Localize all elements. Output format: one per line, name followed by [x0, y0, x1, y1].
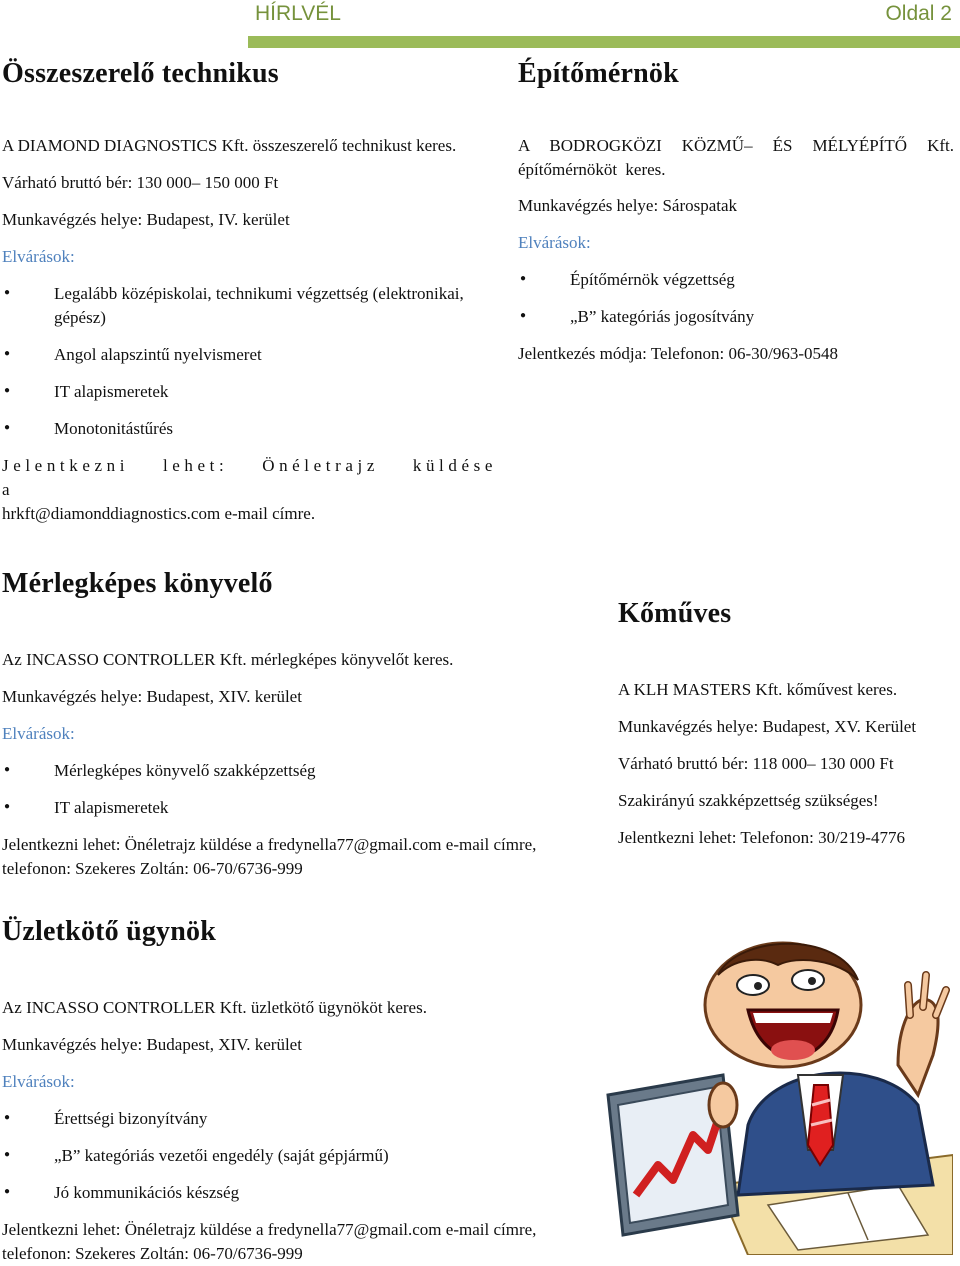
- list-item: ● Legalább középiskolai, technikumi végzettség (elektronikai, gépész): [4, 284, 464, 327]
- requirements-heading: Elvárások:: [2, 724, 75, 743]
- apply-phone: telefonon: Szekeres Zoltán: 06-70/6736-999: [2, 1244, 303, 1263]
- list-item: ● Mérlegképes könyvelő szakképzettség: [4, 761, 316, 780]
- bullet-icon: ●: [4, 801, 11, 812]
- list-item: ● Érettségi bizonyítvány: [4, 1109, 208, 1128]
- list-item: ● IT alapismeretek: [4, 798, 169, 817]
- job-title: Üzletkötő ügynök: [2, 916, 216, 947]
- apply-instructions: Jelentkezés módja: Telefonon: 06-30/963-0548: [518, 344, 839, 363]
- requirements-list: [518, 268, 954, 329]
- job-salary: Várható bruttó bér: 130 000– 150 000 Ft: [2, 173, 279, 192]
- bullet-icon: ●: [4, 422, 11, 433]
- bullet-icon: ●: [4, 385, 11, 396]
- apply-email: hrkft@diamonddiagnostics.com e-mail címre.: [2, 504, 316, 523]
- bullet-icon: ●: [4, 287, 11, 298]
- job-bricklayer: [618, 598, 958, 863]
- apply-instructions: Jelentkezni lehet: Önéletrajz küldése a: [2, 456, 497, 499]
- list-item: ● Építőmérnök végzettség: [520, 270, 735, 289]
- list-item: ● „B” kategóriás vezetői engedély (saját gépjármű): [4, 1146, 389, 1165]
- job-company: Az INCASSO CONTROLLER Kft. mérlegképes könyvelőt keres.: [2, 650, 454, 669]
- list-item: ● Angol alapszintű nyelvismeret: [4, 345, 262, 364]
- requirements-list: [2, 759, 602, 820]
- bullet-icon: ●: [4, 348, 11, 359]
- job-company: Az INCASSO CONTROLLER Kft. üzletkötő ügynököt keres.: [2, 998, 427, 1017]
- shouting-businessman-with-chart-icon: [598, 935, 953, 1255]
- job-assembly-technician: [2, 58, 497, 539]
- job-qualification: Szakirányú szakképzettség szükséges!: [618, 791, 879, 810]
- bullet-icon: ●: [520, 273, 527, 284]
- requirements-heading: Elvárások:: [2, 1072, 75, 1091]
- apply-instructions: Jelentkezni lehet: Telefonon: 30/219-4776: [618, 828, 905, 847]
- list-item: ● IT alapismeretek: [4, 382, 169, 401]
- list-item: ● Jó kommunikációs készség: [4, 1183, 240, 1202]
- apply-instructions: Jelentkezni lehet: Önéletrajz küldése a fredynella77@gmail.com e-mail címre,: [2, 1220, 537, 1239]
- requirements-heading: Elvárások:: [2, 247, 75, 266]
- requirements-list: [2, 1107, 602, 1205]
- bullet-icon: ●: [4, 1112, 11, 1123]
- job-title: Építőmérnök: [518, 58, 679, 89]
- bullet-icon: ●: [4, 1186, 11, 1197]
- list-item: ● „B” kategóriás jogosítvány: [520, 307, 755, 326]
- job-sales-agent: [2, 916, 602, 1266]
- apply-phone: telefonon: Szekeres Zoltán: 06-70/6736-999: [2, 859, 303, 878]
- job-company: A KLH MASTERS Kft. kőművest keres.: [618, 680, 898, 699]
- bullet-icon: ●: [4, 764, 11, 775]
- page-number: Oldal 2: [885, 2, 952, 25]
- job-accountant: [2, 568, 602, 894]
- requirements-list: [2, 282, 497, 441]
- header-accent-bar: [248, 36, 960, 48]
- job-salary: Várható bruttó bér: 118 000– 130 000 Ft: [618, 754, 894, 773]
- job-location: Munkavégzés helye: Budapest, XIV. kerület: [2, 687, 302, 706]
- apply-instructions: Jelentkezni lehet: Önéletrajz küldése a fredynella77@gmail.com e-mail címre,: [2, 835, 537, 854]
- job-company: A BODROGKÖZI KÖZMŰ– ÉS MÉLYÉPÍTŐ Kft. építőmérnököt keres.: [518, 136, 954, 179]
- bullet-icon: ●: [520, 310, 527, 321]
- newsletter-label: HÍRLVÉL: [255, 2, 341, 25]
- list-item: ● Monotonitástűrés: [4, 419, 173, 438]
- job-title: Mérlegképes könyvelő: [2, 568, 273, 599]
- job-company: A DIAMOND DIAGNOSTICS Kft. összeszerelő technikust keres.: [2, 136, 457, 155]
- job-location: Munkavégzés helye: Budapest, IV. kerület: [2, 210, 290, 229]
- job-location: Munkavégzés helye: Budapest, XV. Kerület: [618, 717, 917, 736]
- job-location: Munkavégzés helye: Sárospatak: [518, 196, 738, 215]
- job-civil-engineer: [518, 58, 954, 379]
- job-title: Kőműves: [618, 598, 732, 629]
- job-title: Összeszerelő technikus: [2, 58, 279, 89]
- requirements-heading: Elvárások:: [518, 233, 591, 252]
- job-location: Munkavégzés helye: Budapest, XIV. kerület: [2, 1035, 302, 1054]
- bullet-icon: ●: [4, 1149, 11, 1160]
